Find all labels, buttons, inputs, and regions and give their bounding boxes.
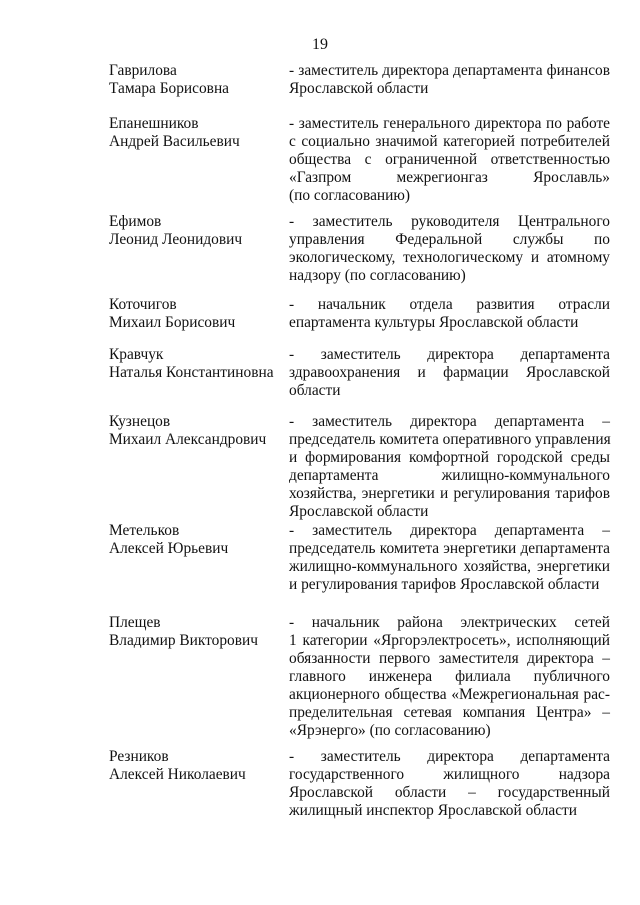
position-line: жилищно-коммунального хозяйства, энергетики: [289, 558, 610, 575]
member-given-names: Леонид Леонидович: [109, 231, 243, 248]
member-position: [289, 522, 610, 594]
member-given-names: Алексей Николаевич: [109, 766, 246, 783]
position-line: Ярославской области – государственный: [289, 784, 610, 801]
position-line: - заместитель директора департамента финансов: [289, 62, 610, 79]
member-given-names: Алексей Юрьевич: [109, 540, 229, 557]
member-name: [109, 62, 279, 98]
position-line: - начальник района электрических сетей: [289, 614, 610, 631]
member-given-names: Михаил Александрович: [109, 431, 267, 448]
position-line: - заместитель директора департамента –: [289, 522, 610, 539]
position-line: надзору (по согласованию): [289, 267, 466, 284]
position-line: - заместитель директора департамента –: [289, 413, 610, 430]
member-surname: Кузнецов: [109, 413, 171, 430]
position-line: председатель комитета оперативного управления: [289, 431, 611, 448]
position-line: области: [289, 382, 341, 399]
position-line: «Газпром межрегионгаз Ярославль»: [289, 169, 610, 186]
position-line: здравоохранения и фармации Ярославской: [289, 364, 610, 381]
position-line: экологическому, технологическому и атомному: [289, 249, 610, 266]
member-given-names: Андрей Васильевич: [109, 133, 240, 150]
position-line: председатель комитета энергетики департамента: [289, 540, 610, 557]
member-position: [289, 346, 610, 400]
member-name: [109, 522, 279, 558]
position-line: государственного жилищного надзора: [289, 766, 610, 783]
position-line: - начальник отдела развития отрасли: [289, 296, 610, 313]
member-position: [289, 213, 610, 285]
position-line: с социально значимой категорией потребителей: [289, 133, 610, 150]
position-line: - заместитель генерального директора по работе: [289, 115, 610, 132]
member-name: [109, 213, 279, 249]
member-surname: Ефимов: [109, 213, 162, 230]
position-line: Ярославской области: [289, 80, 429, 97]
position-line: и формирования комфортной городской среды: [289, 449, 610, 466]
member-name: [109, 346, 279, 382]
position-line: и регулирования тарифов Ярославской области: [289, 576, 600, 593]
position-line: Ярославской области: [289, 503, 429, 520]
member-given-names: Наталья Константиновна: [109, 364, 274, 381]
member-position: [289, 115, 610, 205]
position-line: управления Федеральной службы по: [289, 231, 610, 248]
member-surname: Коточигов: [109, 296, 177, 313]
position-line: - заместитель директора департамента: [289, 346, 610, 363]
position-line: 1 категории «Яргорэлектросеть», исполняющий: [289, 632, 610, 649]
page-number: 19: [312, 36, 328, 53]
member-position: [289, 296, 610, 332]
member-position: [289, 62, 610, 98]
member-given-names: Тамара Борисовна: [109, 80, 230, 97]
member-surname: Епанешников: [109, 115, 199, 132]
member-name: [109, 115, 279, 151]
position-line: жилищный инспектор Ярославской области: [289, 802, 578, 819]
member-surname: Кравчук: [109, 346, 164, 363]
member-position: [289, 413, 610, 521]
position-line: пределительная сетевая компания Центра» –: [289, 704, 610, 721]
position-line: акционерного общества «Межрегиональная рас-: [289, 686, 610, 703]
position-line: (по согласованию): [289, 187, 410, 204]
position-line: обязанности первого заместителя директора –: [289, 650, 610, 667]
member-surname: Гаврилова: [109, 62, 177, 79]
position-line: департамента жилищно-коммунального: [289, 467, 610, 484]
member-name: [109, 614, 279, 650]
position-line: епартамента культуры Ярославской области: [289, 314, 579, 331]
member-surname: Резников: [109, 748, 169, 765]
position-line: главного инженера филиала публичного: [289, 668, 610, 685]
position-line: - заместитель руководителя Центрального: [289, 213, 610, 230]
position-line: «Ярэнерго» (по согласованию): [289, 722, 491, 739]
member-surname: Плещев: [109, 614, 161, 631]
member-name: [109, 413, 279, 449]
member-name: [109, 296, 279, 332]
position-line: - заместитель директора департамента: [289, 748, 610, 765]
position-line: общества с ограниченной ответственностью: [289, 151, 610, 168]
member-surname: Метельков: [109, 522, 180, 539]
position-line: хозяйства, энергетики и регулирования тарифов: [289, 485, 610, 502]
member-name: [109, 748, 279, 784]
member-position: [289, 614, 610, 740]
member-position: [289, 748, 610, 820]
member-given-names: Владимир Викторович: [109, 632, 258, 649]
member-given-names: Михаил Борисович: [109, 314, 236, 331]
